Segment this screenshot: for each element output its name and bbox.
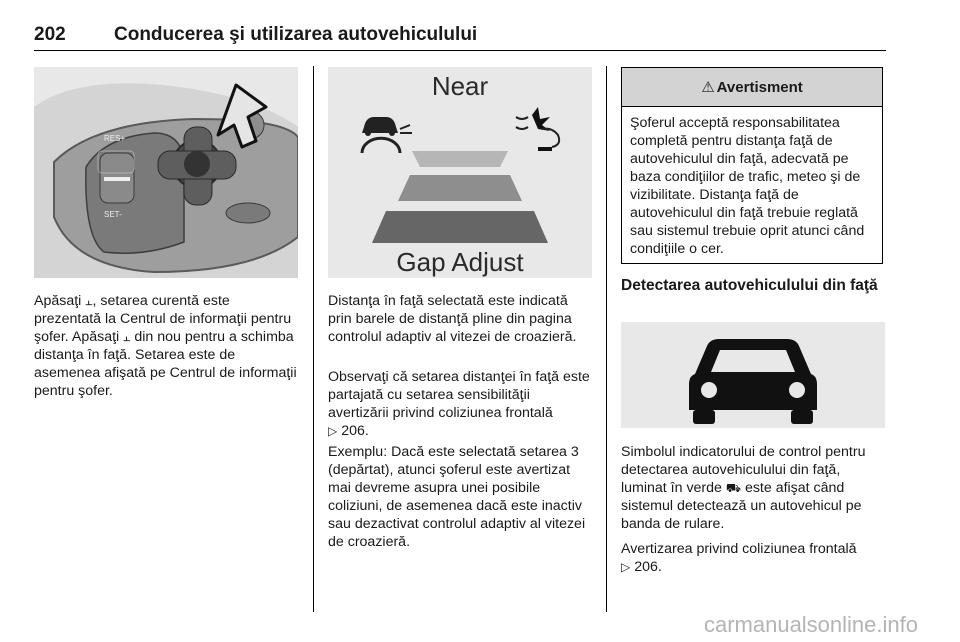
warning-header: [622, 68, 882, 107]
column-divider: [313, 66, 314, 612]
gap-adjust-icon: ⫠: [85, 294, 93, 308]
vehicle-ahead-figure: [621, 322, 885, 428]
collision-alert-icon: [516, 107, 559, 149]
paragraph: [621, 443, 887, 533]
page-reference-icon: ▷: [621, 560, 631, 574]
vehicle-ahead-icon: [621, 322, 885, 428]
text-run: Observaţi că setarea distanţei în faţă este partajată cu setarea sensibilităţii avertizării privind coliziunea frontală: [328, 369, 590, 421]
text-run: Simbolul indicatorului de control pentru detectarea autovehiculului din faţă, luminat în verde: [621, 444, 866, 496]
gap-adjust-icon: ⫠: [123, 330, 131, 344]
text-run: , setarea curentă este prezentată la Centrul de informaţii pentru şofer. Apăsaţi: [34, 293, 292, 345]
watermark: carmanualsonline.info: [703, 612, 918, 637]
paragraph: Distanţa în faţă selectată este indicată prin barele de distanţă pline din pagina controlul adaptiv al vitezei de croazieră.: [328, 293, 577, 345]
res-plus-label: RES+: [104, 134, 126, 143]
gap-adjust-display-figure: [328, 67, 592, 278]
paragraph: Exemplu: Dacă este selectată setarea 3 (depărtat), atunci şoferul este avertizat mai devreme asupra unei posibile coliziuni, de asemenea dacă este inactiv sau dezactivat controlul adaptiv al vitezei de croazieră.: [328, 444, 586, 550]
vehicle-detected-icon: [362, 117, 412, 153]
section-title: Detectarea autovehiculului din faţă: [621, 277, 878, 294]
warning-body: Şoferul acceptă responsabilitatea completă pentru distanţa faţă de autovehiculul din faţă, adecvată pe baza condiţiilor de trafic, meteo şi de vizibilitate. Distanţa faţă de autovehiculul din faţă trebuie reglată sau sistemul trebuie oprit atunci când condiţiile o cer.: [630, 115, 865, 257]
display-near-label: Near: [431, 71, 489, 101]
page-reference: 206.: [634, 559, 662, 575]
text-run: Apăsaţi: [34, 293, 86, 309]
paragraph: [34, 292, 300, 400]
page-reference: 206.: [341, 423, 369, 439]
gap-display-illustration: [328, 67, 592, 278]
page-reference-icon: ▷: [328, 424, 338, 438]
page-header: [34, 24, 886, 50]
warning-title: Avertisment: [716, 78, 803, 96]
column-divider: [606, 66, 607, 612]
warning-box: [621, 67, 883, 264]
vehicle-ahead-icon: ⛟: [725, 481, 741, 495]
text-run: este afişat când sistemul detectează un autovehicul pe banda de rulare.: [621, 480, 862, 532]
display-gap-adjust-label: Gap Adjust: [396, 247, 524, 277]
warning-triangle-icon: ⚠: [701, 78, 715, 96]
header-rule: [34, 50, 886, 51]
chapter-title: Conducerea şi utilizarea autovehiculului: [114, 24, 478, 45]
steering-wheel-illustration: [34, 67, 298, 278]
set-minus-label: SET-: [104, 210, 122, 219]
paragraph: [621, 540, 887, 576]
text-run: din nou pentru a schimba distanţa în faţă. Setarea este de asemenea afişată pe Centrul de informaţii pentru şofer.: [34, 329, 297, 399]
steering-wheel-figure: [34, 67, 298, 278]
page-number: 202: [34, 24, 66, 45]
text-run: Avertizarea privind coliziunea frontală: [621, 541, 857, 557]
paragraph: [328, 368, 594, 440]
